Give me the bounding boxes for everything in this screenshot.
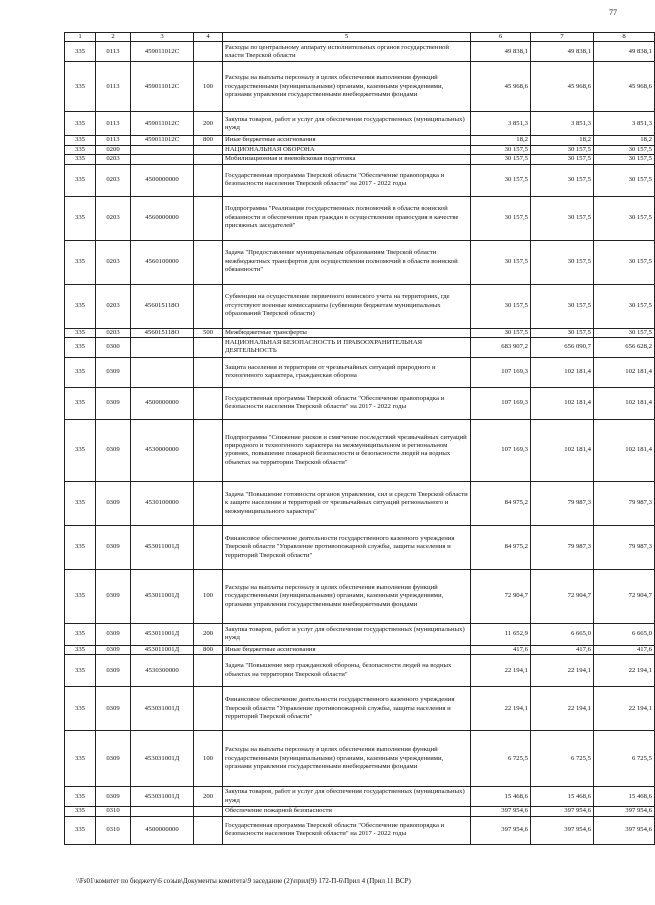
col-amount-year1: 11 652,9 xyxy=(471,623,531,645)
table-row xyxy=(65,328,655,337)
col-amount-year2: 397 954,6 xyxy=(531,807,594,816)
col-amount-year2: 30 157,5 xyxy=(531,328,594,337)
table-row xyxy=(65,419,655,481)
col-section: 335 xyxy=(65,687,96,731)
col-target-article: 4500000000 xyxy=(131,164,194,196)
col-expense-type xyxy=(194,337,223,357)
col-section: 335 xyxy=(65,337,96,357)
col-description: Расходы на выплаты персоналу в целях обеспечения выполнения функций государственными (муниципальными) органами, казенными учреждениями, органами управления государственными внебюджетными фондами xyxy=(223,731,471,787)
header-cell-8: 8 xyxy=(594,33,655,42)
col-target-article: 4560100000 xyxy=(131,240,194,284)
col-amount-year3: 22 194,1 xyxy=(594,687,655,731)
col-amount-year1: 18,2 xyxy=(471,136,531,145)
col-expense-type xyxy=(194,807,223,816)
col-amount-year1: 72 904,7 xyxy=(471,569,531,623)
col-section: 335 xyxy=(65,807,96,816)
col-amount-year3: 79 987,3 xyxy=(594,525,655,569)
header-cell-7: 7 xyxy=(531,33,594,42)
col-amount-year2: 30 157,5 xyxy=(531,284,594,328)
col-section: 335 xyxy=(65,145,96,154)
col-subsection: 0309 xyxy=(96,357,131,387)
table-row xyxy=(65,42,655,62)
col-subsection: 0309 xyxy=(96,623,131,645)
col-expense-type xyxy=(194,284,223,328)
col-section: 335 xyxy=(65,284,96,328)
col-subsection: 0309 xyxy=(96,731,131,787)
col-amount-year2: 102 181,4 xyxy=(531,357,594,387)
table-row xyxy=(65,155,655,164)
col-amount-year3: 79 987,3 xyxy=(594,481,655,525)
col-amount-year2: 49 838,1 xyxy=(531,42,594,62)
col-target-article: 459011012С xyxy=(131,62,194,112)
col-amount-year1: 30 157,5 xyxy=(471,284,531,328)
col-section: 335 xyxy=(65,164,96,196)
col-subsection: 0309 xyxy=(96,687,131,731)
col-section: 335 xyxy=(65,328,96,337)
col-amount-year3: 6 725,5 xyxy=(594,731,655,787)
col-target-article: 459011012С xyxy=(131,42,194,62)
col-amount-year3: 397 954,6 xyxy=(594,816,655,844)
col-amount-year1: 107 169,3 xyxy=(471,387,531,419)
col-subsection: 0203 xyxy=(96,240,131,284)
table-row xyxy=(65,112,655,136)
col-target-article xyxy=(131,155,194,164)
table-row xyxy=(65,481,655,525)
table-row xyxy=(65,569,655,623)
header-cell-3: 3 xyxy=(131,33,194,42)
col-amount-year3: 30 157,5 xyxy=(594,284,655,328)
col-amount-year2: 15 468,6 xyxy=(531,787,594,807)
table-row xyxy=(65,687,655,731)
col-section: 335 xyxy=(65,136,96,145)
col-expense-type xyxy=(194,240,223,284)
col-amount-year2: 22 194,1 xyxy=(531,687,594,731)
table-row xyxy=(65,623,655,645)
col-subsection: 0113 xyxy=(96,136,131,145)
col-amount-year3: 30 157,5 xyxy=(594,196,655,240)
col-subsection: 0309 xyxy=(96,387,131,419)
col-expense-type xyxy=(194,145,223,154)
col-amount-year1: 22 194,1 xyxy=(471,687,531,731)
col-subsection: 0309 xyxy=(96,787,131,807)
col-amount-year1: 84 975,2 xyxy=(471,481,531,525)
col-expense-type: 100 xyxy=(194,62,223,112)
col-amount-year1: 107 169,3 xyxy=(471,419,531,481)
col-amount-year1: 3 851,3 xyxy=(471,112,531,136)
col-amount-year2: 417,6 xyxy=(531,645,594,654)
col-description: Задача "Повышение готовности органов управления, сил и средств Тверской области к защите населения и территорий от чрезвычайных ситуаций регионального и межмуниципального характера" xyxy=(223,481,471,525)
col-section: 335 xyxy=(65,731,96,787)
col-expense-type: 800 xyxy=(194,645,223,654)
col-amount-year1: 30 157,5 xyxy=(471,240,531,284)
col-description: Расходы по центральному аппарату исполнительных органов государственной власти Тверской области xyxy=(223,42,471,62)
table-row xyxy=(65,284,655,328)
table-row xyxy=(65,62,655,112)
col-amount-year1: 22 194,1 xyxy=(471,655,531,687)
col-subsection: 0309 xyxy=(96,525,131,569)
col-expense-type: 800 xyxy=(194,136,223,145)
table-row xyxy=(65,164,655,196)
col-description: Финансовое обеспечение деятельности государственного казенного учреждения Тверской области "Управление противопожарной службы, защиты населения и территорий Тверской области" xyxy=(223,687,471,731)
table-row xyxy=(65,145,655,154)
col-amount-year3: 30 157,5 xyxy=(594,240,655,284)
col-target-article: 4530300000 xyxy=(131,655,194,687)
col-amount-year2: 22 194,1 xyxy=(531,655,594,687)
col-subsection: 0203 xyxy=(96,284,131,328)
col-subsection: 0310 xyxy=(96,816,131,844)
col-expense-type xyxy=(194,387,223,419)
col-amount-year3: 15 468,6 xyxy=(594,787,655,807)
col-amount-year2: 3 851,3 xyxy=(531,112,594,136)
col-amount-year1: 84 975,2 xyxy=(471,525,531,569)
col-amount-year1: 30 157,5 xyxy=(471,155,531,164)
col-subsection: 0309 xyxy=(96,569,131,623)
col-section: 335 xyxy=(65,481,96,525)
table-row xyxy=(65,525,655,569)
col-section: 335 xyxy=(65,42,96,62)
col-description: Иные бюджетные ассигнования xyxy=(223,136,471,145)
col-amount-year2: 30 157,5 xyxy=(531,196,594,240)
col-amount-year2: 30 157,5 xyxy=(531,155,594,164)
col-target-article: 453031001Д xyxy=(131,687,194,731)
col-expense-type xyxy=(194,42,223,62)
col-description: Закупка товаров, работ и услуг для обеспечения государственных (муниципальных) нужд xyxy=(223,112,471,136)
col-amount-year2: 656 090,7 xyxy=(531,337,594,357)
col-expense-type xyxy=(194,816,223,844)
col-target-article: 4530000000 xyxy=(131,419,194,481)
col-amount-year2: 18,2 xyxy=(531,136,594,145)
col-description: Защита населения и территории от чрезвычайных ситуаций природного и техногенного характера, гражданская оборона xyxy=(223,357,471,387)
col-amount-year2: 79 987,3 xyxy=(531,481,594,525)
col-section: 335 xyxy=(65,419,96,481)
col-amount-year2: 30 157,5 xyxy=(531,164,594,196)
col-amount-year2: 45 968,6 xyxy=(531,62,594,112)
col-target-article: 453011001Д xyxy=(131,623,194,645)
col-section: 335 xyxy=(65,196,96,240)
col-section: 335 xyxy=(65,62,96,112)
col-description: НАЦИОНАЛЬНАЯ ОБОРОНА xyxy=(223,145,471,154)
table-header-row xyxy=(65,33,655,42)
col-expense-type: 100 xyxy=(194,569,223,623)
col-section: 335 xyxy=(65,787,96,807)
header-cell-2: 2 xyxy=(96,33,131,42)
col-amount-year1: 107 169,3 xyxy=(471,357,531,387)
table-row xyxy=(65,731,655,787)
col-amount-year3: 30 157,5 xyxy=(594,328,655,337)
col-amount-year3: 102 181,4 xyxy=(594,357,655,387)
col-target-article: 456015118О xyxy=(131,328,194,337)
col-target-article: 4500000000 xyxy=(131,387,194,419)
col-amount-year2: 72 904,7 xyxy=(531,569,594,623)
col-amount-year3: 22 194,1 xyxy=(594,655,655,687)
col-amount-year2: 102 181,4 xyxy=(531,387,594,419)
table-row xyxy=(65,645,655,654)
col-amount-year1: 683 907,2 xyxy=(471,337,531,357)
col-section: 335 xyxy=(65,155,96,164)
col-amount-year3: 30 157,5 xyxy=(594,145,655,154)
col-target-article xyxy=(131,807,194,816)
col-description: Субвенции на осуществление первичного воинского учета на территориях, где отсутствуют военные комиссариаты (субвенции бюджетам муниципальных образований Тверской области) xyxy=(223,284,471,328)
col-amount-year2: 30 157,5 xyxy=(531,145,594,154)
col-expense-type xyxy=(194,655,223,687)
col-subsection: 0113 xyxy=(96,42,131,62)
col-amount-year1: 30 157,5 xyxy=(471,164,531,196)
col-subsection: 0310 xyxy=(96,807,131,816)
col-amount-year1: 30 157,5 xyxy=(471,145,531,154)
col-expense-type xyxy=(194,419,223,481)
col-expense-type: 100 xyxy=(194,731,223,787)
page-number: 77 xyxy=(609,8,617,17)
col-target-article: 453031001Д xyxy=(131,787,194,807)
col-description: Расходы на выплаты персоналу в целях обеспечения выполнения функций государственными (муниципальными) органами, казенными учреждениями, органами управления государственными внебюджетными фондами xyxy=(223,569,471,623)
col-amount-year3: 49 838,1 xyxy=(594,42,655,62)
table-row xyxy=(65,655,655,687)
col-description: НАЦИОНАЛЬНАЯ БЕЗОПАСНОСТЬ И ПРАВООХРАНИТЕЛЬНАЯ ДЕЯТЕЛЬНОСТЬ xyxy=(223,337,471,357)
col-amount-year3: 30 157,5 xyxy=(594,155,655,164)
col-section: 335 xyxy=(65,525,96,569)
col-amount-year3: 3 851,3 xyxy=(594,112,655,136)
col-section: 335 xyxy=(65,655,96,687)
col-expense-type xyxy=(194,196,223,240)
col-description: Задача "Повышение мер гражданской обороны, безопасности людей на водных объектах на территории Тверской области" xyxy=(223,655,471,687)
col-subsection: 0203 xyxy=(96,196,131,240)
col-expense-type: 200 xyxy=(194,112,223,136)
col-subsection: 0200 xyxy=(96,145,131,154)
footer-file-path: \\Fs01\комитет по бюджету\6 созыв\Документы комитета\9 заседание (2)\прил(9) 172-П-6\Прил 4 (Прил 11 ВСР) xyxy=(76,877,411,885)
col-description: Подпрограмма "Снижение рисков и смягчение последствий чрезвычайных ситуаций природного и техногенного характера на межмуниципальном и региональном уровнях, повышение пожарной безопасности и безопасности людей на водных объектах на территории Тверской области" xyxy=(223,419,471,481)
col-target-article: 453011001Д xyxy=(131,569,194,623)
col-amount-year1: 30 157,5 xyxy=(471,328,531,337)
col-expense-type xyxy=(194,481,223,525)
col-amount-year3: 656 628,2 xyxy=(594,337,655,357)
col-amount-year2: 6 665,0 xyxy=(531,623,594,645)
col-amount-year3: 72 904,7 xyxy=(594,569,655,623)
col-expense-type: 200 xyxy=(194,623,223,645)
col-subsection: 0300 xyxy=(96,337,131,357)
col-expense-type xyxy=(194,155,223,164)
col-description: Мобилизационная и вневойсковая подготовка xyxy=(223,155,471,164)
col-target-article: 456015118О xyxy=(131,284,194,328)
col-amount-year3: 102 181,4 xyxy=(594,419,655,481)
table-row xyxy=(65,807,655,816)
col-amount-year1: 417,6 xyxy=(471,645,531,654)
col-amount-year1: 49 838,1 xyxy=(471,42,531,62)
col-description: Обеспечение пожарной безопасности xyxy=(223,807,471,816)
col-description: Межбюджетные трансферты xyxy=(223,328,471,337)
col-section: 335 xyxy=(65,645,96,654)
col-subsection: 0203 xyxy=(96,155,131,164)
col-amount-year3: 102 181,4 xyxy=(594,387,655,419)
col-section: 335 xyxy=(65,816,96,844)
col-description: Задача "Предоставление муниципальным образованиям Тверской области межбюджетных трансфертов для осуществления полномочий в области воинской обязанности" xyxy=(223,240,471,284)
table-row xyxy=(65,196,655,240)
col-section: 335 xyxy=(65,569,96,623)
col-target-article: 459011012С xyxy=(131,112,194,136)
col-amount-year3: 6 665,0 xyxy=(594,623,655,645)
col-amount-year3: 18,2 xyxy=(594,136,655,145)
col-amount-year1: 30 157,5 xyxy=(471,196,531,240)
col-target-article: 4530100000 xyxy=(131,481,194,525)
col-amount-year2: 30 157,5 xyxy=(531,240,594,284)
col-subsection: 0203 xyxy=(96,328,131,337)
col-description: Государственная программа Тверской области "Обеспечение правопорядка и безопасности населения Тверской области" на 2017 - 2022 годы xyxy=(223,816,471,844)
col-section: 335 xyxy=(65,623,96,645)
col-subsection: 0309 xyxy=(96,655,131,687)
col-expense-type xyxy=(194,525,223,569)
col-amount-year1: 45 968,6 xyxy=(471,62,531,112)
col-description: Государственная программа Тверской области "Обеспечение правопорядка и безопасности населения Тверской области" на 2017 - 2022 годы xyxy=(223,387,471,419)
table-row xyxy=(65,387,655,419)
col-target-article xyxy=(131,357,194,387)
col-subsection: 0309 xyxy=(96,481,131,525)
table-row xyxy=(65,240,655,284)
col-subsection: 0309 xyxy=(96,419,131,481)
table-row xyxy=(65,787,655,807)
col-amount-year2: 102 181,4 xyxy=(531,419,594,481)
header-cell-1: 1 xyxy=(65,33,96,42)
col-section: 335 xyxy=(65,240,96,284)
col-description: Подпрограмма "Реализация государственных полномочий в области воинской обязанности и обеспечения прав граждан в осуществлении правосудия в качестве присяжных заседателей" xyxy=(223,196,471,240)
col-description: Закупка товаров, работ и услуг для обеспечения государственных (муниципальных) нужд xyxy=(223,623,471,645)
col-amount-year1: 397 954,6 xyxy=(471,816,531,844)
col-target-article: 453011001Д xyxy=(131,645,194,654)
col-expense-type: 500 xyxy=(194,328,223,337)
header-cell-4: 4 xyxy=(194,33,223,42)
col-description: Государственная программа Тверской области "Обеспечение правопорядка и безопасности населения Тверской области" на 2017 - 2022 годы xyxy=(223,164,471,196)
col-subsection: 0203 xyxy=(96,164,131,196)
header-cell-6: 6 xyxy=(471,33,531,42)
col-subsection: 0113 xyxy=(96,112,131,136)
col-description: Закупка товаров, работ и услуг для обеспечения государственных (муниципальных) нужд xyxy=(223,787,471,807)
budget-table xyxy=(64,32,655,845)
col-target-article xyxy=(131,337,194,357)
table-row xyxy=(65,337,655,357)
col-section: 335 xyxy=(65,357,96,387)
header-cell-5: 5 xyxy=(223,33,471,42)
col-amount-year1: 15 468,6 xyxy=(471,787,531,807)
col-amount-year2: 6 725,5 xyxy=(531,731,594,787)
col-target-article xyxy=(131,145,194,154)
col-expense-type xyxy=(194,164,223,196)
col-subsection: 0113 xyxy=(96,62,131,112)
col-expense-type xyxy=(194,357,223,387)
table-row xyxy=(65,357,655,387)
col-expense-type: 200 xyxy=(194,787,223,807)
col-target-article: 453031001Д xyxy=(131,731,194,787)
col-amount-year1: 6 725,5 xyxy=(471,731,531,787)
col-target-article: 459011012С xyxy=(131,136,194,145)
col-amount-year1: 397 954,6 xyxy=(471,807,531,816)
col-description: Финансовое обеспечение деятельности государственного казенного учреждения Тверской области "Управление противопожарной службы, защиты населения и территорий Тверской области" xyxy=(223,525,471,569)
col-amount-year2: 79 987,3 xyxy=(531,525,594,569)
col-amount-year3: 30 157,5 xyxy=(594,164,655,196)
col-description: Расходы на выплаты персоналу в целях обеспечения выполнения функций государственными (муниципальными) органами, казенными учреждениями, органами управления государственными внебюджетными фондами xyxy=(223,62,471,112)
col-subsection: 0309 xyxy=(96,645,131,654)
col-target-article: 4500000000 xyxy=(131,816,194,844)
col-expense-type xyxy=(194,687,223,731)
col-target-article: 453011001Д xyxy=(131,525,194,569)
col-description: Иные бюджетные ассигнования xyxy=(223,645,471,654)
table-row xyxy=(65,816,655,844)
col-amount-year3: 397 954,6 xyxy=(594,807,655,816)
col-section: 335 xyxy=(65,387,96,419)
col-section: 335 xyxy=(65,112,96,136)
col-target-article: 4560000000 xyxy=(131,196,194,240)
col-amount-year3: 45 968,6 xyxy=(594,62,655,112)
table-row xyxy=(65,136,655,145)
col-amount-year2: 397 954,6 xyxy=(531,816,594,844)
col-amount-year3: 417,6 xyxy=(594,645,655,654)
